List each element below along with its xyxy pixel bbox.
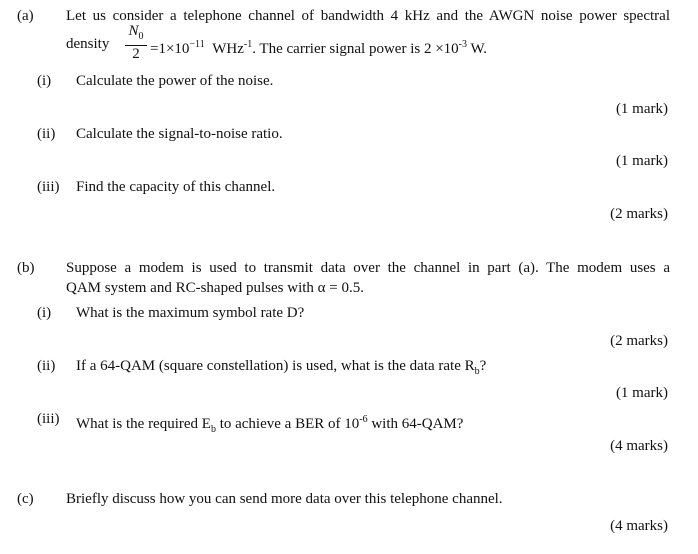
part-c-marks: (4 marks): [610, 518, 668, 534]
b-i-marks: (2 marks): [610, 333, 668, 349]
b-i-text: What is the maximum symbol rate D?: [76, 305, 305, 321]
a-ii-label: (ii): [37, 126, 56, 142]
a-ii-text: Calculate the signal-to-noise ratio.: [76, 126, 283, 142]
fraction-denominator: 2: [132, 46, 140, 62]
part-b-intro-line2: QAM system and RC-shaped pulses with α = 0.5.: [66, 280, 364, 296]
part-a-label: (a): [17, 8, 34, 24]
a-i-marks: (1 mark): [615, 101, 668, 117]
a-i-label: (i): [37, 73, 52, 89]
part-a-line1: Let us consider a telephone channel of bandwidth 4 kHz and the AWGN noise power spectral: [66, 8, 670, 24]
a-iii-marks: (2 marks): [610, 206, 668, 222]
part-b-label: (b): [17, 260, 35, 276]
b-i-label: (i): [37, 305, 52, 321]
density-word: density: [66, 36, 110, 52]
density-equation: $=1\times 10^{-11}$ WHz$^{-1}$. The carrier signal power is $2 \times 10^{-3}$ W.: [150, 39, 488, 57]
part-b-intro-line1: Suppose a modem is used to transmit data over the channel in part (a). The modem uses a: [66, 260, 670, 276]
a-iii-label: (iii): [37, 179, 60, 195]
b-ii-marks: (1 mark): [615, 385, 668, 401]
part-c-text: Briefly discuss how you can send more data over this telephone channel.: [66, 491, 503, 507]
a-ii-marks: (1 mark): [615, 153, 668, 169]
fraction-numerator: $N_0$: [128, 23, 144, 42]
b-ii-text: If a 64-QAM (square constellation) is used, what is the data rate $R_b$?: [76, 358, 487, 377]
a-iii-text: Find the capacity of this channel.: [76, 179, 276, 195]
b-iii-label: (iii): [37, 411, 60, 427]
b-iii-text: What is the required $E_b$ to achieve a BER of $10^{-6}$ with 64-QAM?: [76, 414, 464, 435]
a-i-text: Calculate the power of the noise.: [76, 73, 274, 89]
b-iii-marks: (4 marks): [610, 438, 668, 454]
noise-fraction: [124, 23, 148, 63]
part-c-label: (c): [17, 491, 34, 507]
b-ii-label: (ii): [37, 358, 56, 374]
